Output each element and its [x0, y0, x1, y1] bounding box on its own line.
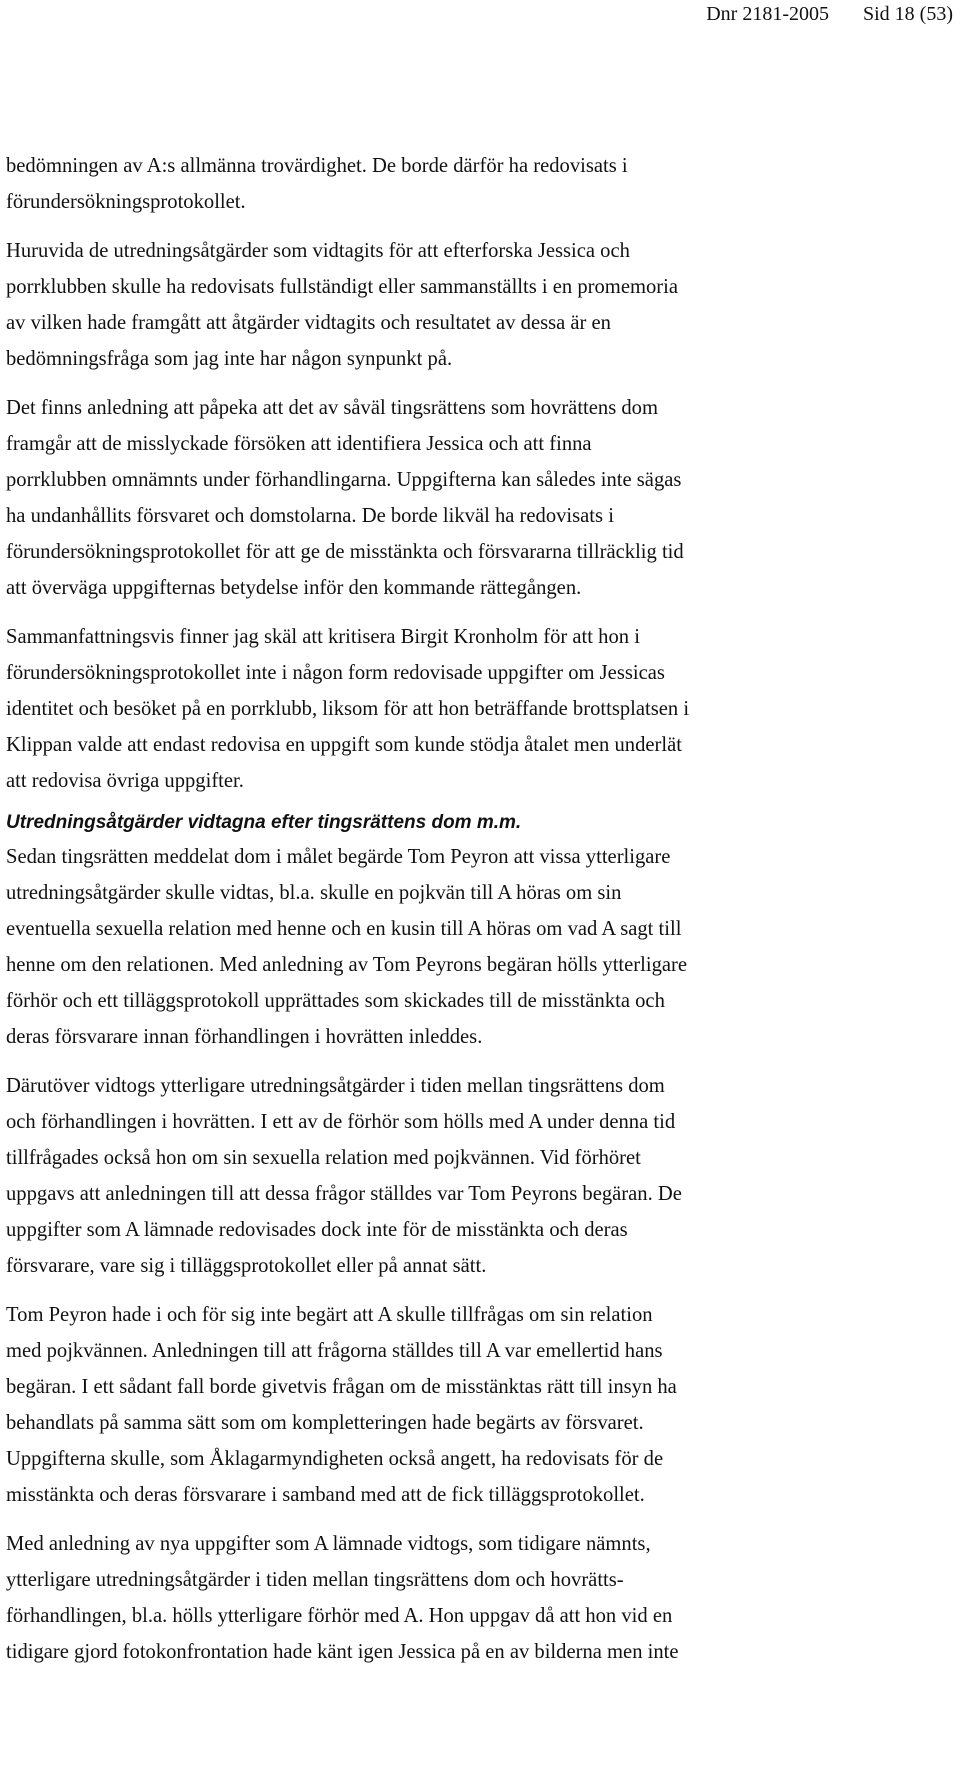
paragraph: Därutöver vidtogs ytterligare utredningsåtgärder i tiden mellan tingsrättens dom och förhandlingen i hovrätten. I ett av de förhör som hölls med A under denna tid tillfrågades också hon om sin sexuella relation med pojkvännen. Vid förhöret uppgavs att anledningen till att dessa frågor ställdes var Tom Peyrons begäran. De uppgifter som A lämnade redovisades dock inte för de misstänkta och deras försvarare, vare sig i tilläggsprotokollet eller på annat sätt.: [6, 1075, 682, 1277]
document-body: [6, 148, 950, 1683]
paragraph: bedömningen av A:s allmänna trovärdighet. De borde därför ha redovisats i förundersökningsprotokollet.: [6, 155, 628, 213]
document-number: Dnr 2181-2005: [706, 3, 829, 25]
paragraph: Huruvida de utredningsåtgärder som vidtagits för att efterforska Jessica och porrklubben skulle ha redovisats fullständigt eller sammanställts i en promemoria av vilken hade framgått att åtgärder vidtagits och resultatet av dessa är en bedömningsfråga som jag inte har någon synpunkt på.: [6, 240, 679, 370]
page-number: Sid 18 (53): [863, 3, 953, 25]
paragraph: Det finns anledning att påpeka att det av såväl tingsrättens som hovrättens dom framgår att de misslyckade försöken att identifiera Jessica och att finna porrklubben omnämnts under förhandlingarna. Uppgifterna kan således inte sägas ha undanhållits försvaret och domstolarna. De borde likväl ha redovisats i förundersökningsprotokollet för att ge de misstänkta och försvararna tillräcklig tid att överväga uppgifternas betydelse inför den kommande rättegången.: [6, 397, 684, 599]
paragraph: Sammanfattningsvis finner jag skäl att kritisera Birgit Kronholm för att hon i förundersökningsprotokollet inte i någon form redovisade uppgifter om Jessicas identitet och besöket på en porrklubb, liksom för att hon beträffande brottsplatsen i Klippan valde att endast redovisa en uppgift som kunde stödja åtalet men underlät att redovisa övriga uppgifter.: [6, 626, 690, 792]
paragraph: Tom Peyron hade i och för sig inte begärt att A skulle tillfrågas om sin relation med pojkvännen. Anledningen till att frågorna ställdes till A var emellertid hans begäran. I ett sådant fall borde givetvis frågan om de misstänktas rätt till insyn ha behandlats på samma sätt som om kompletteringen hade begärts av försvaret. Uppgifterna skulle, som Åklagarmyndigheten också angett, ha redovisats för de misstänkta och deras försvarare i samband med att de fick tilläggsprotokollet.: [6, 1304, 677, 1506]
paragraph: Sedan tingsrätten meddelat dom i målet begärde Tom Peyron att vissa ytterligare utredningsåtgärder skulle vidtas, bl.a. skulle en pojkvän till A höras om sin eventuella sexuella relation med henne och en kusin till A höras om vad A sagt till henne om den relationen. Med anledning av Tom Peyrons begäran hölls ytterligare förhör och ett tilläggsprotokoll upprättades som skickades till de misstänkta och deras försvarare innan förhandlingen i hovrätten inleddes.: [6, 846, 688, 1048]
page-header: [706, 2, 953, 26]
paragraph: Med anledning av nya uppgifter som A lämnade vidtogs, som tidigare nämnts, ytterligare utredningsåtgärder i tiden mellan tingsrättens dom och hovrätts- förhandlingen, bl.a. hölls ytterligare förhör med A. Hon uppgav då att hon vid en tidigare gjord fotokonfrontation hade känt igen Jessica på en av bilderna men inte: [6, 1533, 679, 1663]
section-heading: Utredningsåtgärder vidtagna efter tingsrättens dom m.m.: [6, 812, 522, 833]
